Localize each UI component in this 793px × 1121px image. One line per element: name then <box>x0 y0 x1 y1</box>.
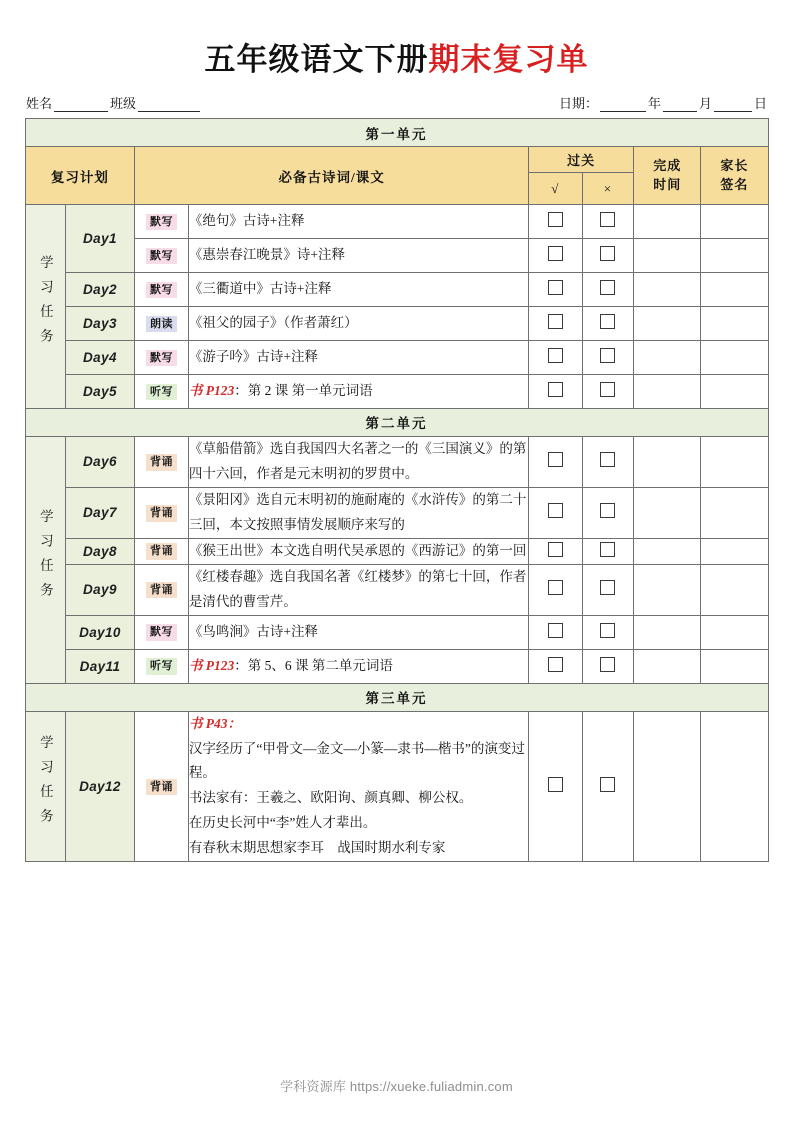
table-row <box>25 205 768 239</box>
task-type-tag: 默写 <box>146 248 177 265</box>
month-unit-label: 月 <box>698 96 712 111</box>
finish-time-cell[interactable] <box>634 711 701 862</box>
day-label-cell: Day12 <box>65 711 134 862</box>
fail-checkbox[interactable] <box>600 348 615 363</box>
pass-checkbox[interactable] <box>548 348 563 363</box>
parent-sign-cell[interactable] <box>701 306 768 340</box>
day-label-cell: Day9 <box>65 564 134 615</box>
review-plan-table <box>25 118 769 862</box>
unit-banner-row <box>25 408 768 436</box>
task-type-tag: 听写 <box>146 384 177 401</box>
pass-checkbox[interactable] <box>548 212 563 227</box>
pass-check-cell[interactable] <box>529 205 583 239</box>
task-label-cell <box>25 436 65 683</box>
footer-watermark: 学科资源库 https://xueke.fuliadmin.com <box>280 1079 513 1094</box>
pass-checkbox[interactable] <box>548 246 563 261</box>
fail-checkbox[interactable] <box>600 314 615 329</box>
day-unit-label: 日 <box>753 96 767 111</box>
task-type-tag: 背诵 <box>146 543 177 560</box>
title-black-part: 五年级语文下册 <box>204 42 429 77</box>
task-type-tag: 背诵 <box>146 454 177 471</box>
task-type-tag: 听写 <box>146 658 177 675</box>
pass-checkbox[interactable] <box>548 542 563 557</box>
book-page-ref: 书 P43： <box>188 715 241 731</box>
pass-checkbox[interactable] <box>548 452 563 467</box>
pass-check-cell[interactable] <box>529 374 583 408</box>
task-type-tag-cell <box>135 272 189 306</box>
pass-checkbox[interactable] <box>548 623 563 638</box>
task-type-tag-cell <box>135 436 189 487</box>
table-row <box>25 436 768 487</box>
pass-cross-cell[interactable] <box>582 374 633 408</box>
col-header-pass-cross: × <box>582 173 633 205</box>
table-row <box>25 711 768 862</box>
finish-time-cell[interactable] <box>634 306 701 340</box>
pass-cross-cell[interactable] <box>582 272 633 306</box>
parent-sign-cell[interactable] <box>701 711 768 862</box>
finish-time-cell[interactable] <box>634 436 701 487</box>
month-input-blank[interactable] <box>663 98 697 112</box>
unit-banner-title: 第一单元 <box>25 119 768 147</box>
fail-checkbox[interactable] <box>600 657 615 672</box>
content-text-cell: 《鸟鸣涧》古诗+注释 <box>188 615 528 649</box>
content-text-cell: 《草船借箭》选自我国四大名著之一的《三国演义》的第四十六回，作者是元末明初的罗贯中。 <box>188 436 528 487</box>
task-type-tag-cell <box>135 564 189 615</box>
finish-time-cell[interactable] <box>634 649 701 683</box>
pass-check-cell[interactable] <box>529 615 583 649</box>
day-input-blank[interactable] <box>714 98 752 112</box>
parent-sign-cell[interactable] <box>701 538 768 564</box>
finish-time-cell[interactable] <box>634 374 701 408</box>
day-label-cell: Day5 <box>65 374 134 408</box>
task-type-tag-cell <box>135 238 189 272</box>
pass-check-cell[interactable] <box>529 538 583 564</box>
year-input-blank[interactable] <box>600 98 646 112</box>
fail-checkbox[interactable] <box>600 503 615 518</box>
task-type-tag: 默写 <box>146 214 177 231</box>
unit-banner-row <box>25 119 768 147</box>
task-label-cell <box>25 205 65 409</box>
pass-checkbox[interactable] <box>548 580 563 595</box>
year-unit-label: 年 <box>647 96 661 111</box>
task-type-tag-cell <box>135 615 189 649</box>
table-row <box>25 487 768 538</box>
content-text-cell: 《惠崇春江晚景》诗+注释 <box>188 238 528 272</box>
day-label-cell: Day11 <box>65 649 134 683</box>
title-red-part: 期末复习单 <box>428 42 589 77</box>
finish-time-cell[interactable] <box>634 564 701 615</box>
table-row <box>25 272 768 306</box>
pass-check-cell[interactable] <box>529 649 583 683</box>
table-row <box>25 306 768 340</box>
day-label-cell: Day1 <box>65 205 134 273</box>
content-text-cell: 《红楼春趣》选自我国名著《红楼梦》的第七十回，作者是清代的曹雪芹。 <box>188 564 528 615</box>
task-type-tag: 背诵 <box>146 779 177 796</box>
content-text-cell: 《绝句》古诗+注释 <box>188 205 528 239</box>
pass-checkbox[interactable] <box>548 503 563 518</box>
pass-check-cell[interactable] <box>529 272 583 306</box>
day-label-cell: Day6 <box>65 436 134 487</box>
class-input-blank[interactable] <box>138 98 200 112</box>
pass-check-cell[interactable] <box>529 238 583 272</box>
content-text-cell: 书 P123：第 5、6 课 第二单元词语 <box>188 649 528 683</box>
parent-sign-cell[interactable] <box>701 615 768 649</box>
parent-sign-cell[interactable] <box>701 238 768 272</box>
col-header-finish-time: 完成 时间 <box>634 147 701 205</box>
task-label-cell <box>25 711 65 862</box>
book-page-ref: 书 P123 <box>188 382 235 398</box>
unit-banner-row <box>25 683 768 711</box>
finish-time-cell[interactable] <box>634 340 701 374</box>
table-row <box>25 374 768 408</box>
pass-check-cell[interactable] <box>529 306 583 340</box>
fail-checkbox[interactable] <box>600 542 615 557</box>
task-label-text: 学习任务 <box>37 255 53 354</box>
col-header-pass: 过关 <box>529 147 634 173</box>
task-type-tag: 朗读 <box>146 316 177 333</box>
pass-checkbox[interactable] <box>548 777 563 792</box>
info-right-group <box>559 93 767 112</box>
date-label: 日期： <box>558 96 598 111</box>
pass-checkbox[interactable] <box>548 314 563 329</box>
content-text-cell: 《游子吟》古诗+注释 <box>188 340 528 374</box>
task-type-tag: 默写 <box>146 282 177 299</box>
parent-sign-cell[interactable] <box>701 436 768 487</box>
task-type-tag-cell <box>135 649 189 683</box>
finish-time-cell[interactable] <box>634 615 701 649</box>
pass-check-cell[interactable] <box>529 340 583 374</box>
table-row <box>25 564 768 615</box>
content-text-cell: 《祖父的园子》（作者萧红） <box>188 306 528 340</box>
task-type-tag-cell <box>135 711 189 862</box>
task-type-tag-cell <box>135 306 189 340</box>
fail-checkbox[interactable] <box>600 452 615 467</box>
task-label-text: 学习任务 <box>37 508 53 607</box>
parent-sign-cell[interactable] <box>701 272 768 306</box>
finish-time-cell[interactable] <box>634 205 701 239</box>
book-page-ref: 书 P123 <box>188 657 235 673</box>
class-label: 班级 <box>110 96 137 111</box>
table-header-row-1 <box>25 147 768 173</box>
col-header-pass-check: √ <box>529 173 583 205</box>
day-label-cell: Day7 <box>65 487 134 538</box>
fail-checkbox[interactable] <box>600 382 615 397</box>
pass-checkbox[interactable] <box>548 657 563 672</box>
day-label-cell: Day3 <box>65 306 134 340</box>
table-row <box>25 615 768 649</box>
fail-checkbox[interactable] <box>600 246 615 261</box>
finish-time-cell[interactable] <box>634 272 701 306</box>
table-row <box>25 238 768 272</box>
page-title <box>0 0 793 83</box>
fail-checkbox[interactable] <box>600 777 615 792</box>
pass-check-cell[interactable] <box>529 436 583 487</box>
finish-time-cell[interactable] <box>634 538 701 564</box>
task-type-tag: 默写 <box>146 350 177 367</box>
day-label-cell: Day10 <box>65 615 134 649</box>
parent-sign-cell[interactable] <box>701 649 768 683</box>
name-input-blank[interactable] <box>54 98 108 112</box>
task-type-tag: 背诵 <box>146 582 177 599</box>
pass-checkbox[interactable] <box>548 382 563 397</box>
pass-checkbox[interactable] <box>548 280 563 295</box>
task-type-tag-cell <box>135 374 189 408</box>
pass-cross-cell[interactable] <box>582 340 633 374</box>
pass-cross-cell[interactable] <box>582 205 633 239</box>
task-type-tag-cell <box>135 538 189 564</box>
fail-checkbox[interactable] <box>600 623 615 638</box>
name-label: 姓名 <box>26 96 53 111</box>
task-label-text: 学习任务 <box>37 735 53 834</box>
content-text-cell: 《三衢道中》古诗+注释 <box>188 272 528 306</box>
pass-cross-cell[interactable] <box>582 564 633 615</box>
day-label-cell: Day2 <box>65 272 134 306</box>
pass-cross-cell[interactable] <box>582 649 633 683</box>
parent-sign-cell[interactable] <box>701 374 768 408</box>
fail-checkbox[interactable] <box>600 580 615 595</box>
table-row <box>25 538 768 564</box>
parent-sign-cell[interactable] <box>701 487 768 538</box>
pass-cross-cell[interactable] <box>582 436 633 487</box>
col-header-parent-sign: 家长 签名 <box>701 147 768 205</box>
table-row <box>25 340 768 374</box>
pass-cross-cell[interactable] <box>582 238 633 272</box>
content-text-cell: 《猴王出世》本文选自明代吴承恩的《西游记》的第一回 <box>188 538 528 564</box>
pass-cross-cell[interactable] <box>582 615 633 649</box>
finish-time-cell[interactable] <box>634 487 701 538</box>
pass-cross-cell[interactable] <box>582 487 633 538</box>
pass-check-cell[interactable] <box>529 487 583 538</box>
fail-checkbox[interactable] <box>600 212 615 227</box>
col-header-content: 必备古诗词/课文 <box>135 147 529 205</box>
pass-cross-cell[interactable] <box>582 711 633 862</box>
student-info-row <box>0 83 793 118</box>
task-type-tag-cell <box>135 205 189 239</box>
unit-banner-title: 第二单元 <box>25 408 768 436</box>
finish-time-cell[interactable] <box>634 238 701 272</box>
content-text-cell: 书 P123：第 2 课 第一单元词语 <box>188 374 528 408</box>
pass-cross-cell[interactable] <box>582 538 633 564</box>
day-label-cell: Day4 <box>65 340 134 374</box>
unit-banner-title: 第三单元 <box>25 683 768 711</box>
day-label-cell: Day8 <box>65 538 134 564</box>
col-header-plan: 复习计划 <box>25 147 135 205</box>
fail-checkbox[interactable] <box>600 280 615 295</box>
task-type-tag-cell <box>135 340 189 374</box>
parent-sign-cell[interactable] <box>701 564 768 615</box>
task-type-tag: 默写 <box>146 624 177 641</box>
parent-sign-cell[interactable] <box>701 205 768 239</box>
task-type-tag: 背诵 <box>146 505 177 522</box>
table-row <box>25 649 768 683</box>
pass-check-cell[interactable] <box>529 564 583 615</box>
info-left-group <box>26 93 202 112</box>
content-text-cell: 《景阳冈》选自元末明初的施耐庵的《水浒传》的第二十三回，本文按照事情发展顺序来写的 <box>188 487 528 538</box>
content-text-cell: 书 P43： 汉字经历了“甲骨文—金文—小篆—隶书—楷书”的演变过程。 书法家有：王羲之、欧阳询、颜真卿、柳公权。 在历史长河中“李”姓人才辈出。 有春秋末期思想家李耳 战国时期水利专家 <box>188 711 528 862</box>
pass-cross-cell[interactable] <box>582 306 633 340</box>
task-type-tag-cell <box>135 487 189 538</box>
parent-sign-cell[interactable] <box>701 340 768 374</box>
pass-check-cell[interactable] <box>529 711 583 862</box>
